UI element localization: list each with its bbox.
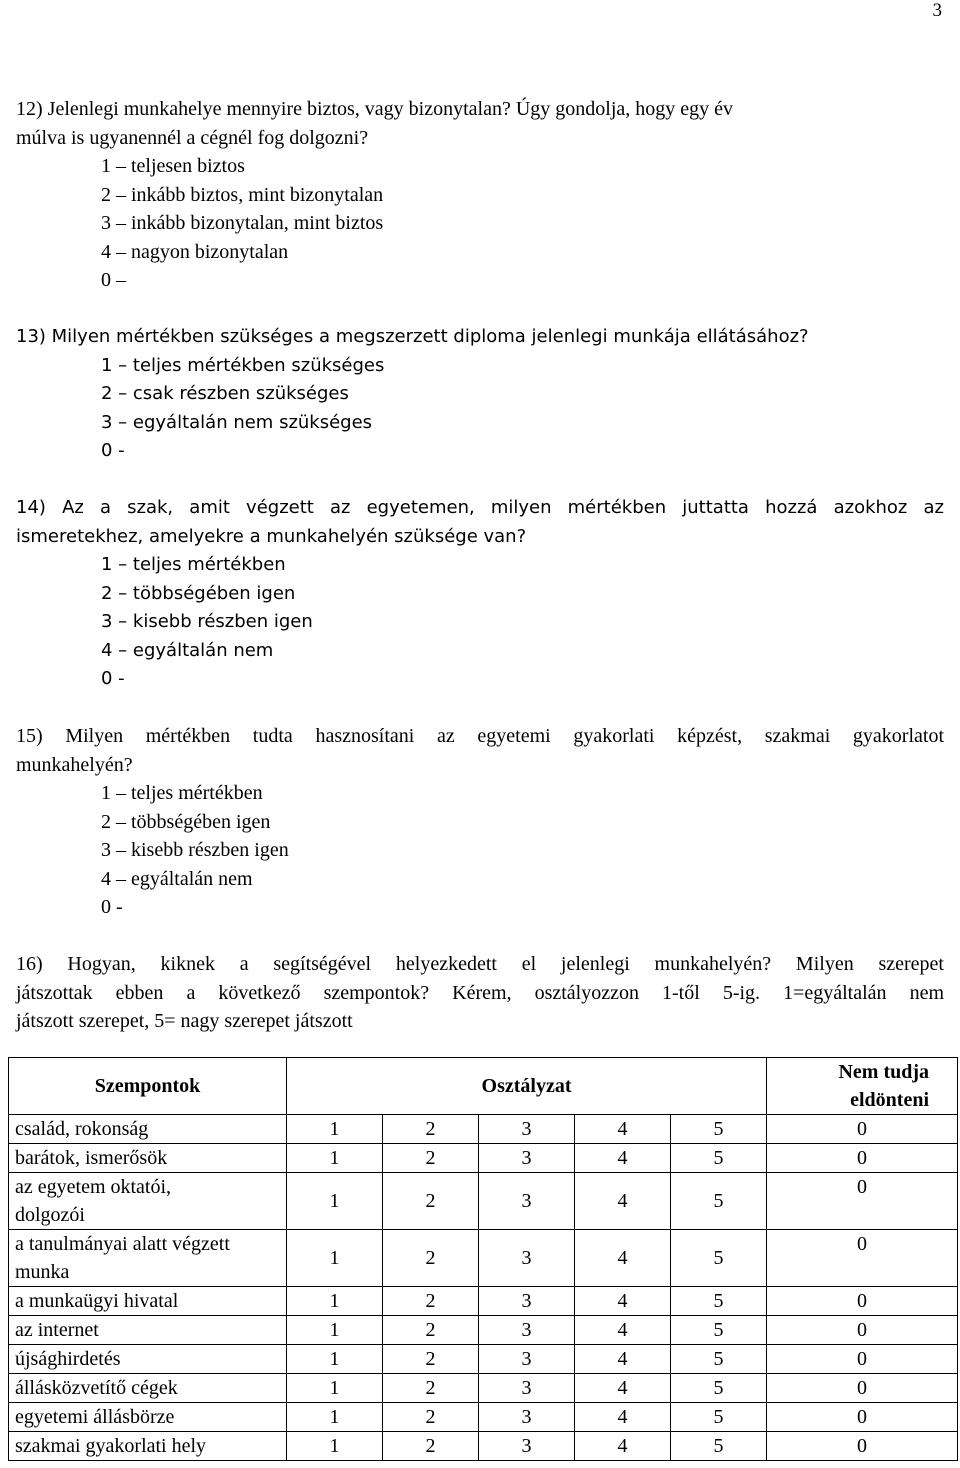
unsure-option[interactable]: 0 (767, 1345, 958, 1374)
score-option-1[interactable]: 1 (287, 1173, 383, 1230)
score-option-5[interactable]: 5 (671, 1345, 767, 1374)
row-label-line2: dolgozói (15, 1204, 85, 1226)
score-option-4[interactable]: 4 (575, 1173, 671, 1230)
score-option-3[interactable]: 3 (479, 1144, 575, 1173)
table-row (9, 1287, 958, 1316)
score-option-4[interactable]: 4 (575, 1144, 671, 1173)
row-label (9, 1316, 287, 1345)
table-row (9, 1173, 958, 1230)
table-header-row (9, 1058, 958, 1115)
row-label (9, 1345, 287, 1374)
score-option-3[interactable]: 3 (479, 1287, 575, 1316)
question-15-text-line2: munkahelyén? (16, 753, 133, 776)
question-13-options (101, 352, 944, 466)
option[interactable]: 2 – csak részben szükséges (101, 383, 349, 404)
option[interactable]: 3 – kisebb részben igen (101, 839, 289, 861)
question-12-text-line2: múlva is ugyanennél a cégnél fog dolgozni? (16, 126, 369, 149)
unsure-option[interactable]: 0 (767, 1432, 958, 1461)
row-label-line1: a tanulmányai alatt végzett (15, 1233, 230, 1255)
score-option-3[interactable]: 3 (479, 1403, 575, 1432)
row-label-line1: barátok, ismerősök (15, 1147, 168, 1169)
score-option-5[interactable]: 5 (671, 1144, 767, 1173)
table-row (9, 1345, 958, 1374)
row-label-line1: szakmai gyakorlati hely (15, 1435, 207, 1457)
score-option-4[interactable]: 4 (575, 1432, 671, 1461)
option[interactable]: 3 – egyáltalán nem szükséges (101, 411, 373, 433)
row-label-line1: egyetemi állásbörze (15, 1406, 175, 1428)
question-13 (16, 323, 944, 466)
question-12 (16, 95, 944, 295)
row-label-line1: az internet (15, 1319, 99, 1341)
question-16 (16, 950, 944, 1036)
score-option-5[interactable]: 5 (671, 1115, 767, 1144)
score-option-3[interactable]: 3 (479, 1432, 575, 1461)
question-15-text-line1: 15) Milyen mértékben tudta hasznosítani az egyetemi gyakorlati képzést, szakmai gyakorlatot (16, 725, 944, 747)
score-option-2[interactable]: 2 (383, 1287, 479, 1316)
row-label (9, 1403, 287, 1432)
score-option-2[interactable]: 2 (383, 1316, 479, 1345)
row-label-line1: család, rokonság (15, 1118, 149, 1140)
question-16-text-line1: 16) Hogyan, kiknek a segítségével helyezkedett el jelenlegi munkahelyén? Milyen szerepet (16, 953, 944, 975)
score-option-2[interactable]: 2 (383, 1374, 479, 1403)
table-row (9, 1230, 958, 1287)
row-label (9, 1173, 287, 1230)
unsure-option[interactable]: 0 (767, 1316, 958, 1345)
question-14-options (101, 551, 944, 694)
unsure-option[interactable]: 0 (767, 1173, 958, 1230)
option[interactable]: 0 - (101, 440, 125, 461)
row-label-line1: állásközvetítő cégek (15, 1377, 178, 1399)
table-row (9, 1144, 958, 1173)
score-option-4[interactable]: 4 (575, 1345, 671, 1374)
score-option-4[interactable]: 4 (575, 1230, 671, 1287)
score-option-5[interactable]: 5 (671, 1403, 767, 1432)
row-label (9, 1374, 287, 1403)
row-label (9, 1287, 287, 1316)
score-option-5[interactable]: 5 (671, 1374, 767, 1403)
score-option-2[interactable]: 2 (383, 1432, 479, 1461)
option[interactable]: 3 – inkább bizonytalan, mint biztos (101, 212, 384, 234)
question-16-text-line3: játszott szerepet, 5= nagy szerepet játszott (16, 1010, 353, 1032)
score-option-3[interactable]: 3 (479, 1173, 575, 1230)
unsure-option[interactable]: 0 (767, 1374, 958, 1403)
table-row (9, 1316, 958, 1345)
score-option-5[interactable]: 5 (671, 1287, 767, 1316)
rating-table (8, 1057, 958, 1461)
score-option-1[interactable]: 1 (287, 1316, 383, 1345)
question-14 (16, 494, 944, 694)
option[interactable]: 0 - (101, 668, 125, 689)
page-number: 3 (932, 0, 942, 21)
unsure-option[interactable]: 0 (767, 1287, 958, 1316)
row-label (9, 1144, 287, 1173)
score-option-5[interactable]: 5 (671, 1230, 767, 1287)
score-option-2[interactable]: 2 (383, 1230, 479, 1287)
header-unsure (767, 1058, 958, 1115)
option[interactable]: 0 - (101, 896, 123, 918)
question-15 (16, 722, 944, 922)
score-option-5[interactable]: 5 (671, 1432, 767, 1461)
option[interactable]: 0 – (101, 269, 126, 291)
header-rating: Osztályzat (287, 1058, 767, 1115)
option[interactable]: 3 – kisebb részben igen (101, 611, 313, 632)
question-12-options (101, 152, 944, 295)
score-option-1[interactable]: 1 (287, 1115, 383, 1144)
score-option-2[interactable]: 2 (383, 1144, 479, 1173)
score-option-2[interactable]: 2 (383, 1173, 479, 1230)
option[interactable]: 4 – egyáltalán nem (101, 867, 253, 890)
option[interactable]: 1 – teljes mértékben szükséges (101, 354, 385, 376)
option[interactable]: 1 – teljes mértékben (101, 782, 263, 804)
score-option-1[interactable]: 1 (287, 1230, 383, 1287)
score-option-5[interactable]: 5 (671, 1173, 767, 1230)
unsure-option[interactable]: 0 (767, 1230, 958, 1287)
row-label (9, 1115, 287, 1144)
score-option-2[interactable]: 2 (383, 1115, 479, 1144)
unsure-option[interactable]: 0 (767, 1403, 958, 1432)
score-option-4[interactable]: 4 (575, 1374, 671, 1403)
score-option-1[interactable]: 1 (287, 1345, 383, 1374)
question-16-text-line2: játszottak ebben a következő szempontok? Kérem, osztályozzon 1-től 5-ig. 1=egyáltalán nem (16, 981, 944, 1004)
score-option-4[interactable]: 4 (575, 1316, 671, 1345)
option[interactable]: 4 – egyáltalán nem (101, 639, 274, 661)
question-12-text-line1: 12) Jelenlegi munkahelye mennyire biztos, vagy bizonytalan? Úgy gondolja, hogy egy év (16, 98, 734, 120)
table-row (9, 1432, 958, 1461)
question-13-text: 13) Milyen mértékben szükséges a megszerzett diploma jelenlegi munkája ellátásához? (16, 326, 809, 347)
score-option-3[interactable]: 3 (479, 1345, 575, 1374)
table-row (9, 1374, 958, 1403)
questionnaire (16, 95, 944, 1036)
question-14-text-line2: ismeretekhez, amelyekre a munkahelyén szüksége van? (16, 525, 527, 547)
score-option-1[interactable]: 1 (287, 1403, 383, 1432)
score-option-4[interactable]: 4 (575, 1115, 671, 1144)
table-row (9, 1115, 958, 1144)
header-unsure-line2: eldönteni (850, 1089, 930, 1111)
question-14-text-line1: 14) Az a szak, amit végzett az egyetemen, milyen mértékben juttatta hozzá azokhoz az (16, 497, 944, 518)
row-label (9, 1432, 287, 1461)
option[interactable]: 1 – teljesen biztos (101, 155, 245, 177)
score-option-3[interactable]: 3 (479, 1316, 575, 1345)
option[interactable]: 2 – többségében igen (101, 582, 296, 604)
score-option-1[interactable]: 1 (287, 1144, 383, 1173)
table-row (9, 1403, 958, 1432)
score-option-3[interactable]: 3 (479, 1115, 575, 1144)
option[interactable]: 1 – teljes mértékben (101, 554, 286, 575)
score-option-1[interactable]: 1 (287, 1432, 383, 1461)
row-label-line1: az egyetem oktatói, (15, 1176, 172, 1198)
header-unsure-line1: Nem tudja (838, 1061, 930, 1083)
option[interactable]: 4 – nagyon bizonytalan (101, 240, 289, 263)
score-option-1[interactable]: 1 (287, 1287, 383, 1316)
score-option-2[interactable]: 2 (383, 1403, 479, 1432)
row-label-line1: újsághirdetés (15, 1348, 121, 1370)
score-option-3[interactable]: 3 (479, 1230, 575, 1287)
score-option-4[interactable]: 4 (575, 1403, 671, 1432)
score-option-2[interactable]: 2 (383, 1345, 479, 1374)
option[interactable]: 2 – többségében igen (101, 810, 271, 833)
score-option-3[interactable]: 3 (479, 1374, 575, 1403)
unsure-option[interactable]: 0 (767, 1144, 958, 1173)
option[interactable]: 2 – inkább biztos, mint bizonytalan (101, 183, 384, 206)
header-criteria: Szempontok (9, 1058, 287, 1115)
score-option-5[interactable]: 5 (671, 1316, 767, 1345)
row-label-line2: munka (15, 1261, 70, 1283)
question-15-options (101, 779, 944, 922)
score-option-1[interactable]: 1 (287, 1374, 383, 1403)
row-label-line1: a munkaügyi hivatal (15, 1290, 179, 1312)
row-label (9, 1230, 287, 1287)
score-option-4[interactable]: 4 (575, 1287, 671, 1316)
unsure-option[interactable]: 0 (767, 1115, 958, 1144)
